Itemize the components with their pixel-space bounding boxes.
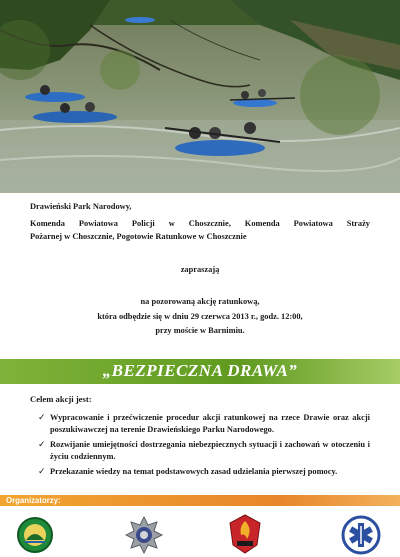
- goal-item: [38, 439, 370, 463]
- checkmark-icon: ✓: [38, 413, 46, 423]
- organizers-label: Organizatorzy:: [6, 496, 61, 505]
- fire-brigade-logo-icon: [227, 513, 263, 555]
- event-line-2: która odbędzie się w dniu 29 czerwca 2013 r., godz. 12:00,: [97, 312, 303, 321]
- checkmark-icon: ✓: [38, 440, 46, 450]
- goal-item: [38, 412, 370, 436]
- event-title: „BEZPIECZNA DRAWA”: [102, 361, 298, 380]
- organizers-line-1: Komenda Powiatowa Policji w Choszcznie, Komenda Powiatowa Straży: [30, 219, 370, 228]
- invite-text: zapraszają: [180, 265, 220, 274]
- goal-text: Rozwijanie umiejętności dostrzegania niebezpiecznych sytuacji i zachowań w otoczeniu i życiu codziennym.: [50, 440, 370, 461]
- event-line-3: przy moście w Barnimiu.: [155, 326, 245, 335]
- ambulance-star-of-life-logo-icon: [341, 515, 381, 555]
- goals-list: [38, 412, 370, 481]
- goals-label: Celem akcji jest:: [30, 394, 92, 404]
- event-line-1: na pozorowaną akcję ratunkową,: [140, 297, 260, 306]
- police-star-logo-icon: [124, 515, 164, 555]
- organizers-line-2: Pożarnej w Choszcznie, Pogotowie Ratunkowe w Choszcznie: [30, 232, 247, 241]
- river-kayak-photo: [0, 0, 400, 193]
- park-name: Drawieński Park Narodowy,: [30, 202, 132, 211]
- goal-text: Przekazanie wiedzy na temat podstawowych zasad udzielania pierwszej pomocy.: [50, 467, 338, 476]
- goal-text: Wypracowanie i przećwiczenie procedur akcji ratunkowej na rzece Drawie oraz akcji poszukiwawczej na terenie Drawieńskiego Parku Narodowego.: [50, 413, 370, 434]
- goal-item: [38, 466, 370, 478]
- checkmark-icon: ✓: [38, 467, 46, 477]
- park-logo-icon: [16, 516, 54, 554]
